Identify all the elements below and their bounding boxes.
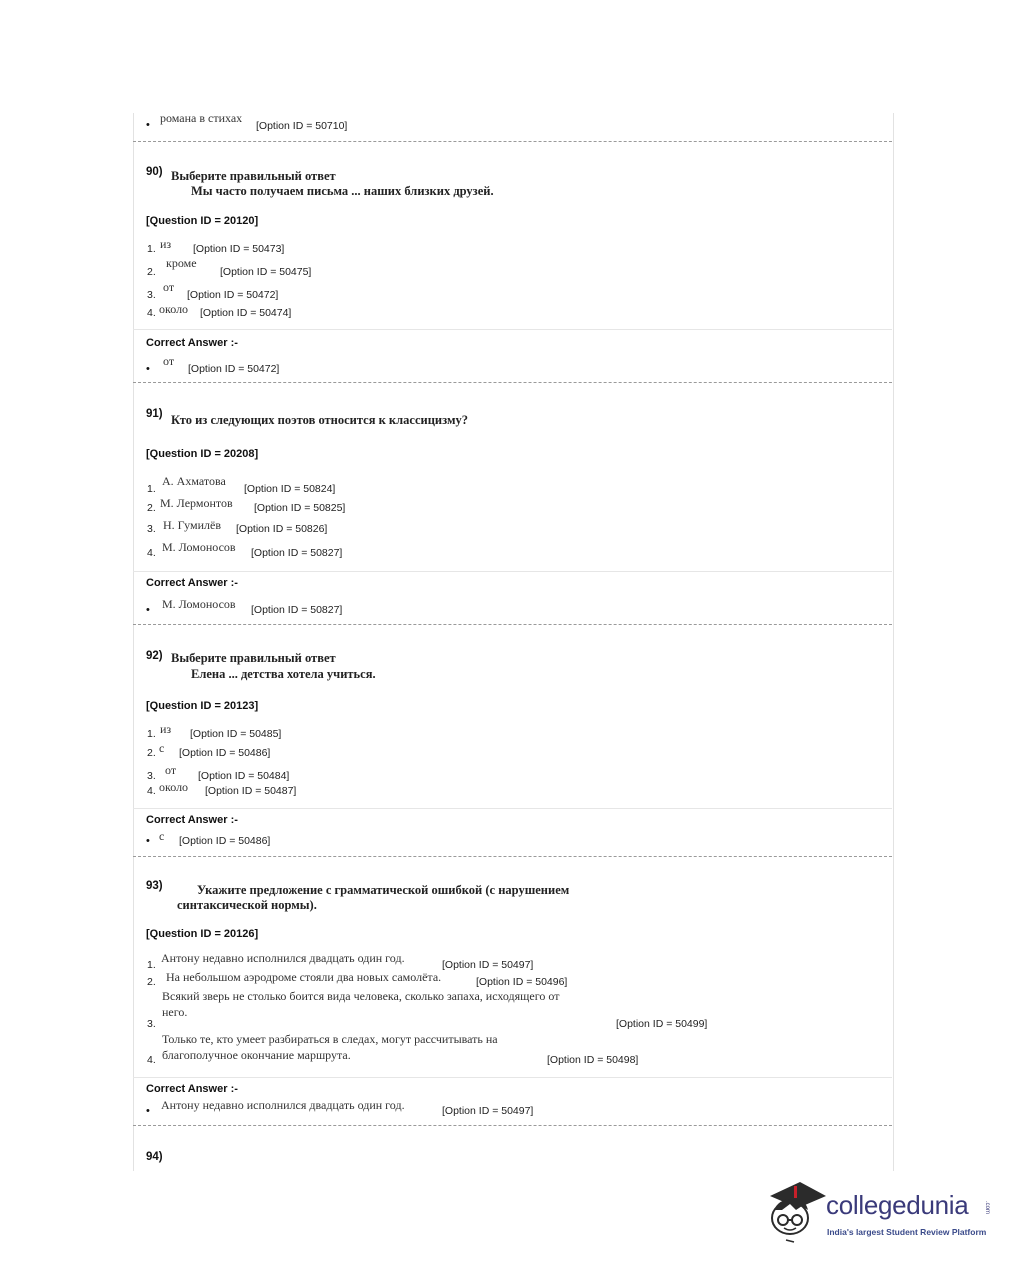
bullet: • — [146, 604, 150, 616]
brand-tagline: India's largest Student Review Platform — [827, 1227, 987, 1237]
option-id: [Option ID = 50485] — [190, 728, 282, 740]
question-id: [Question ID = 20123] — [146, 700, 259, 712]
option-text: М. Ломоносов — [162, 540, 236, 554]
question-instruction: Выберите правильный ответ — [171, 169, 336, 183]
option-number: 2. — [147, 747, 156, 759]
question-id: [Question ID = 20120] — [146, 215, 259, 227]
prev-option-text: романа в стихах — [160, 111, 243, 125]
question-number: 91) — [146, 408, 163, 420]
question-instruction: Выберите правильный ответ — [171, 651, 336, 665]
divider — [133, 624, 892, 625]
option-text: от — [163, 280, 175, 294]
option-number: 4. — [147, 1054, 156, 1066]
option-text: около — [159, 302, 189, 316]
option-number: 2. — [147, 266, 156, 278]
option-text: А. Ахматова — [162, 474, 226, 488]
option-text-cont: него. — [162, 1005, 188, 1019]
option-number: 4. — [147, 785, 156, 797]
option-text: около — [159, 780, 189, 794]
option-number: 2. — [147, 976, 156, 988]
option-number: 1. — [147, 483, 156, 495]
question-number: 90) — [146, 166, 163, 178]
correct-answer-text: М. Ломоносов — [162, 597, 236, 611]
option-number: 1. — [147, 959, 156, 971]
option-number: 2. — [147, 502, 156, 514]
question-id: [Question ID = 20208] — [146, 448, 259, 460]
divider — [133, 1077, 892, 1078]
question-number: 93) — [146, 880, 163, 892]
option-text: кроме — [166, 256, 197, 270]
divider — [133, 856, 892, 857]
correct-answer-label: Correct Answer :- — [146, 1083, 238, 1095]
option-number: 4. — [147, 307, 156, 319]
option-text: М. Лермонтов — [160, 496, 233, 510]
correct-answer-label: Correct Answer :- — [146, 337, 238, 349]
bullet: • — [146, 835, 150, 847]
option-text: Н. Гумилёв — [163, 518, 221, 532]
divider — [133, 329, 892, 330]
question-instruction-line1: Укажите предложение с грамматической ошибкой (с нарушением — [197, 883, 570, 897]
bullet: • — [146, 363, 150, 375]
option-number: 1. — [147, 243, 156, 255]
option-text-cont: благополучное окончание маршрута. — [162, 1048, 351, 1062]
option-number: 4. — [147, 547, 156, 559]
option-id: [Option ID = 50499] — [616, 1018, 708, 1030]
correct-answer-id: [Option ID = 50486] — [179, 835, 271, 847]
option-number: 1. — [147, 728, 156, 740]
option-id: [Option ID = 50496] — [476, 976, 568, 988]
option-text: На небольшом аэродроме стояли два новых самолёта. — [166, 970, 442, 984]
bullet: • — [146, 119, 150, 131]
correct-answer-id: [Option ID = 50472] — [188, 363, 280, 375]
option-text: Только те, кто умеет разбираться в следах, могут рассчитывать на — [162, 1032, 498, 1046]
prev-option-id: [Option ID = 50710] — [256, 120, 348, 132]
option-text: Всякий зверь не столько боится вида человека, сколько запаха, исходящего от — [162, 989, 560, 1003]
option-id: [Option ID = 50472] — [187, 289, 279, 301]
brand-domain: .com — [984, 1201, 990, 1215]
correct-answer-label: Correct Answer :- — [146, 814, 238, 826]
question-sentence: Мы часто получаем письма ... наших близких друзей. — [191, 184, 494, 198]
correct-answer-label: Correct Answer :- — [146, 577, 238, 589]
correct-answer-id: [Option ID = 50497] — [442, 1105, 534, 1117]
option-id: [Option ID = 50826] — [236, 523, 328, 535]
option-text: от — [165, 763, 177, 777]
option-text: с — [159, 741, 165, 755]
option-number: 3. — [147, 1018, 156, 1030]
option-id: [Option ID = 50824] — [244, 483, 336, 495]
option-number: 3. — [147, 289, 156, 301]
option-number: 3. — [147, 523, 156, 535]
correct-answer-id: [Option ID = 50827] — [251, 604, 343, 616]
option-id: [Option ID = 50827] — [251, 547, 343, 559]
option-id: [Option ID = 50473] — [193, 243, 285, 255]
divider — [133, 141, 892, 142]
brand-name: collegedunia — [826, 1190, 969, 1220]
divider — [133, 382, 892, 383]
bullet: • — [146, 1105, 150, 1117]
question-number: 94) — [146, 1151, 163, 1163]
option-id: [Option ID = 50498] — [547, 1054, 639, 1066]
option-id: [Option ID = 50825] — [254, 502, 346, 514]
question-sentence: Елена ... детства хотела учиться. — [191, 667, 376, 681]
correct-answer-text: от — [163, 354, 175, 368]
option-number: 3. — [147, 770, 156, 782]
question-number: 92) — [146, 650, 163, 662]
divider — [133, 1125, 892, 1126]
option-text: из — [160, 722, 172, 736]
option-id: [Option ID = 50487] — [205, 785, 297, 797]
option-text: Антону недавно исполнился двадцать один год. — [161, 951, 405, 965]
question-id: [Question ID = 20126] — [146, 928, 259, 940]
correct-answer-text: Антону недавно исполнился двадцать один год. — [161, 1098, 405, 1112]
option-id: [Option ID = 50486] — [179, 747, 271, 759]
option-id: [Option ID = 50475] — [220, 266, 312, 278]
option-id: [Option ID = 50474] — [200, 307, 292, 319]
divider — [133, 571, 892, 572]
question-instruction-line2: синтаксической нормы). — [177, 898, 317, 912]
option-id: [Option ID = 50484] — [198, 770, 290, 782]
question-instruction: Кто из следующих поэтов относится к классицизму? — [171, 413, 468, 427]
option-id: [Option ID = 50497] — [442, 959, 534, 971]
correct-answer-text: с — [159, 829, 165, 843]
divider — [133, 808, 892, 809]
option-text: из — [160, 237, 172, 251]
